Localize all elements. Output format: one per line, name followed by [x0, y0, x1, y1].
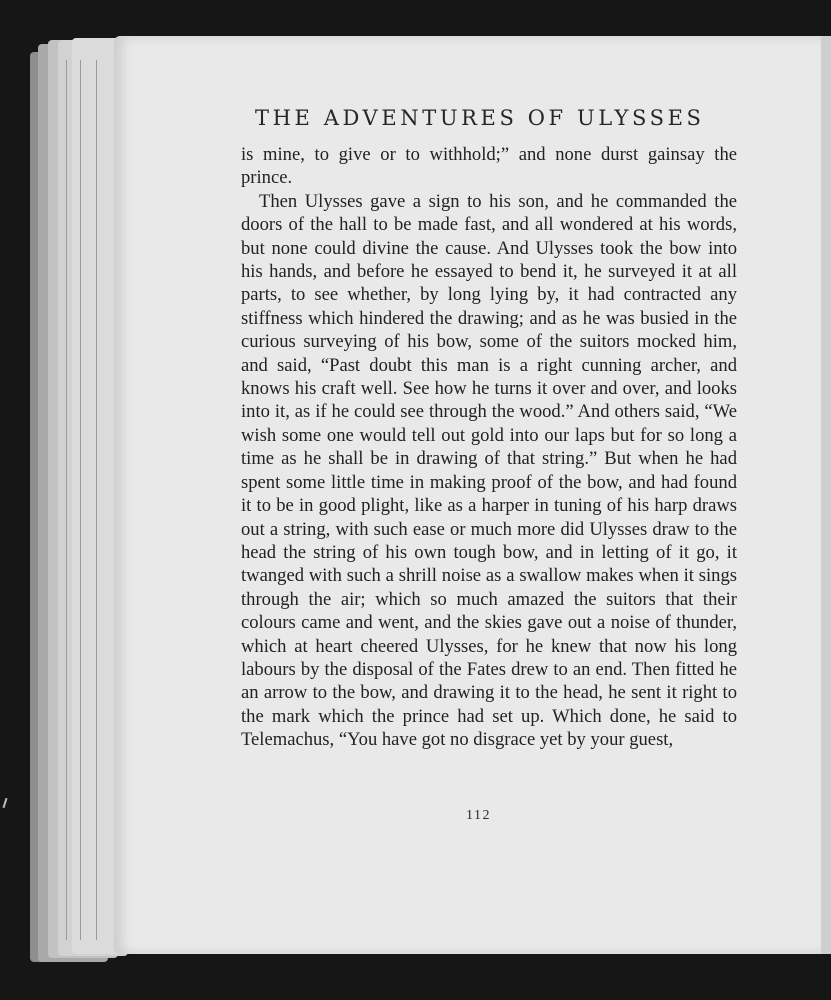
running-head: THE ADVENTURES OF ULYSSES: [255, 106, 705, 130]
page-edge-line: [66, 60, 67, 940]
paragraph: is mine, to give or to withhold;” and none durst gainsay the prince.: [241, 144, 737, 189]
page-number: 112: [466, 808, 491, 823]
facing-page-edge: [821, 36, 831, 954]
body-text: [241, 143, 737, 752]
page-edge-line: [80, 60, 81, 940]
dust-mark: [3, 798, 8, 808]
page-edge-line: [96, 60, 97, 940]
paragraph: Then Ulysses gave a sign to his son, and he commanded the doors of the hall to be made fast, and all wondered at his words, but none could divine the cause. And Ulysses took the bow into his hands, and before he essayed to bend it, he surveyed it at all parts, to see whether, by long lying by, it had contracted any stiffness which hindered the drawing; and as he was busied in the curious surveying of his bow, some of the suitors mocked him, and said, “Past doubt this man is a right cunning archer, and knows his craft well. See how he turns it over and over, and looks into it, as if he could see through the wood.” And others said, “We wish some one would tell out gold into our laps but for so long a time as he shall be in drawing of that string.” But when he had spent some little time in making proof of the bow, and had found it to be in good plight, like as a harper in tuning of his harp draws out a string, with such ease or much more did Ulysses draw to the head the string of his own tough bow, and in letting of it go, it twanged with such a shrill noise as a swallow makes when it sings through the air; which so much amazed the suitors that their colours came and went, and the skies gave out a noise of thunder, which at heart cheered Ulysses, for he knew that now his long labours by the disposal of the Fates drew to an end. Then fitted he an arrow to the bow, and drawing it to the head, he sent it right to the mark which the prince had set up. Which done, he said to Telemachus, “You have got no disgrace yet by your guest,: [241, 190, 737, 751]
